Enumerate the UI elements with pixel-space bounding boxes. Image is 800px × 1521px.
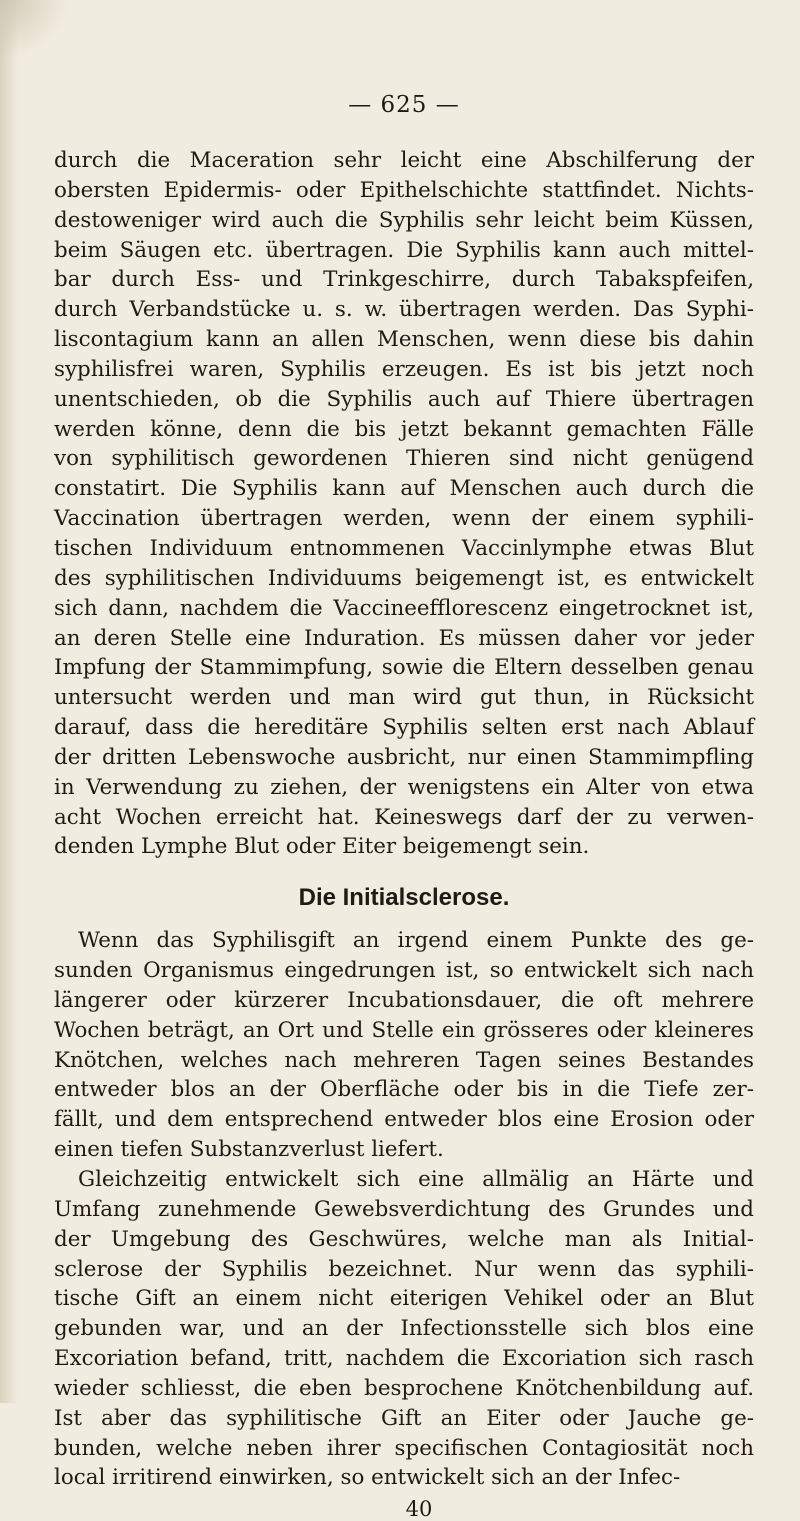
text-line: bar durch Ess- und Trinkgeschirre, durch Tabakspfeifen, bbox=[54, 267, 754, 293]
text-line: bunden, welche neben ihrer specifischen Contagiosität noch bbox=[54, 1435, 754, 1461]
signature-mark: 40 bbox=[405, 1497, 433, 1521]
text-line: obersten Epidermis- oder Epithelschichte stattfindet. Nichts- bbox=[54, 177, 754, 203]
text-line: acht Wochen erreicht hat. Keineswegs darf der zu verwen- bbox=[54, 804, 754, 830]
text-line: einen tiefen Substanzverlust liefert. bbox=[54, 1137, 444, 1163]
text-line: in Verwendung zu ziehen, der wenigstens ein Alter von etwa bbox=[54, 774, 754, 800]
text-line: sunden Organismus eingedrungen ist, so entwickelt sich nach bbox=[54, 958, 754, 984]
text-line: Vaccination übertragen werden, wenn der einem syphili- bbox=[54, 506, 754, 532]
page-number: — 625 — bbox=[348, 92, 460, 118]
page-corner-stain bbox=[0, 0, 70, 60]
text-line: Impfung der Stammimpfung, sowie die Eltern desselben genau bbox=[54, 655, 754, 681]
paragraph-transmission bbox=[54, 146, 754, 862]
text-line: wieder schliesst, die eben besprochene Knötchenbildung auf. bbox=[54, 1375, 754, 1401]
text-line: werden könne, denn die bis jetzt bekannt gemachten Fälle bbox=[54, 416, 754, 442]
text-line: denden Lymphe Blut oder Eiter beigemengt sein. bbox=[54, 834, 590, 860]
text-line: des syphilitischen Individuums beigemengt ist, es entwickelt bbox=[54, 565, 754, 591]
text-line: an deren Stelle eine Induration. Es müssen daher vor jeder bbox=[54, 625, 754, 651]
page-edge-shadow bbox=[0, 0, 18, 1403]
text-line: durch Verbandstücke u. s. w. übertragen werden. Das Syphi- bbox=[54, 297, 754, 323]
text-line: sich dann, nachdem die Vaccineefflorescenz eingetrocknet ist, bbox=[54, 595, 754, 621]
text-line: Wenn das Syphilisgift an irgend einem Punkte des ge- bbox=[78, 928, 754, 954]
book-page bbox=[54, 92, 754, 1521]
text-line: syphilisfrei waren, Syphilis erzeugen. Es ist bis jetzt noch bbox=[54, 356, 754, 382]
text-line: destoweniger wird auch die Syphilis sehr leicht beim Küssen, bbox=[54, 207, 754, 233]
paragraph-initial-sclerosis bbox=[54, 1165, 754, 1493]
text-line: liscontagium kann an allen Menschen, wenn diese bis dahin bbox=[54, 327, 754, 353]
text-line: tische Gift an einem nicht eiterigen Vehikel oder an Blut bbox=[54, 1286, 754, 1312]
text-line: sclerose der Syphilis bezeichnet. Nur wenn das syphili- bbox=[54, 1256, 754, 1282]
paragraph-initial-lesion bbox=[54, 926, 754, 1165]
text-line: von syphilitisch gewordenen Thieren sind nicht genügend bbox=[54, 446, 754, 472]
text-line: entweder blos an der Oberfläche oder bis in die Tiefe zer- bbox=[54, 1077, 754, 1103]
text-line: längerer oder kürzerer Incubationsdauer, die oft mehrere bbox=[54, 987, 754, 1013]
text-line: tischen Individuum entnommenen Vaccinlymphe etwas Blut bbox=[54, 535, 754, 561]
text-line: Ist aber das syphilitische Gift an Eiter oder Jauche ge- bbox=[54, 1405, 754, 1431]
text-line: untersucht werden und man wird gut thun, in Rücksicht bbox=[54, 685, 754, 711]
text-line: darauf, dass die hereditäre Syphilis selten erst nach Ablauf bbox=[54, 715, 754, 741]
section-heading: Die Initialsclerose. bbox=[298, 884, 510, 912]
text-line: unentschieden, ob die Syphilis auch auf Thiere übertragen bbox=[54, 386, 754, 412]
text-line: gebunden war, und an der Infectionsstelle sich blos eine bbox=[54, 1316, 754, 1342]
text-line: der Umgebung des Geschwüres, welche man als Initial- bbox=[54, 1226, 754, 1252]
text-line: constatirt. Die Syphilis kann auf Menschen auch durch die bbox=[54, 476, 754, 502]
text-line: Excoriation befand, tritt, nachdem die Excoriation sich rasch bbox=[54, 1346, 754, 1372]
text-line: durch die Maceration sehr leicht eine Abschilferung der bbox=[54, 148, 754, 173]
text-line: Knötchen, welches nach mehreren Tagen seines Bestandes bbox=[54, 1047, 754, 1073]
text-line: beim Säugen etc. übertragen. Die Syphilis kann auch mittel- bbox=[54, 237, 754, 263]
text-line: Gleichzeitig entwickelt sich eine allmälig an Härte und bbox=[78, 1167, 754, 1192]
text-line: fällt, und dem entsprechend entweder blos eine Erosion oder bbox=[54, 1107, 754, 1133]
text-line: Wochen beträgt, an Ort und Stelle ein grösseres oder kleineres bbox=[54, 1017, 754, 1043]
text-line: der dritten Lebenswoche ausbricht, nur einen Stammimpfling bbox=[54, 744, 754, 770]
text-line: local irritirend einwirken, so entwickelt sich an der Infec- bbox=[54, 1465, 681, 1491]
text-line: Umfang zunehmende Gewebsverdichtung des Grundes und bbox=[54, 1196, 754, 1222]
